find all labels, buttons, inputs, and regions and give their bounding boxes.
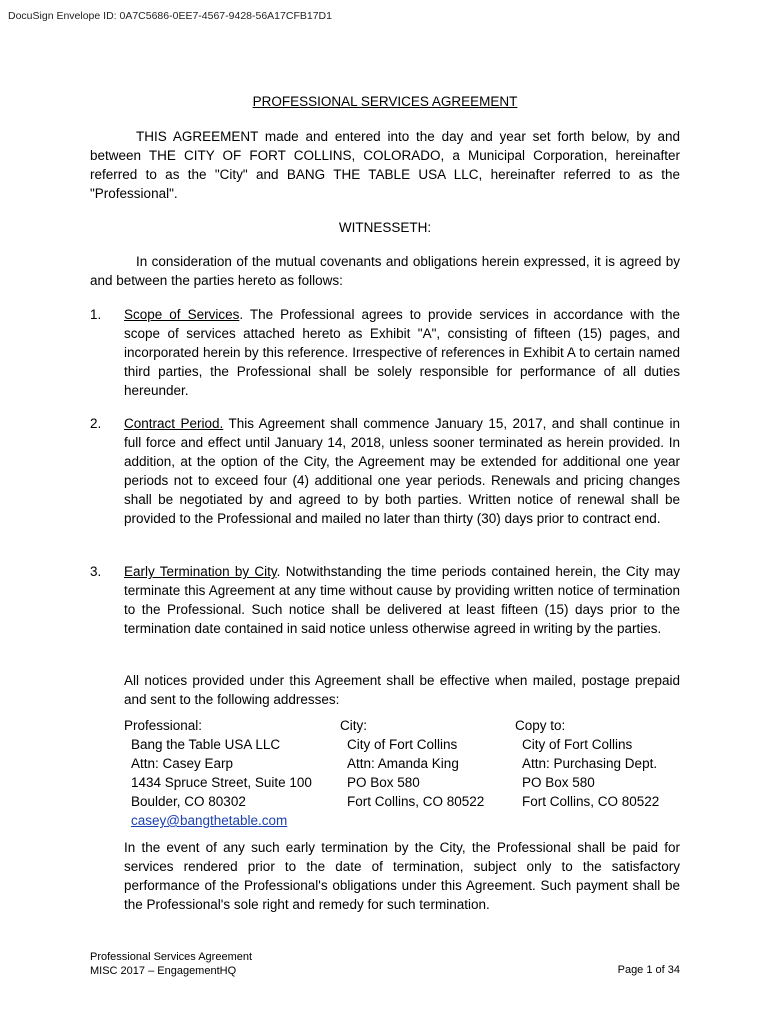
address-professional-heading: Professional:: [124, 718, 203, 733]
address-city-line: City of Fort Collins: [347, 737, 458, 752]
intro-paragraph: [90, 127, 680, 203]
address-copy-line: City of Fort Collins: [522, 737, 633, 752]
section-3-text: . Notwithstanding the time periods contained herein, the City may terminate this Agreement at any time without cause by providing written notice of termination to the Professional. Such notice shall be delivered at least fifteen (15) days prior to the termination date contained in said notice unless otherwise agreed in writing by the parties.: [124, 564, 680, 636]
address-professional-line: Boulder, CO 80302: [131, 794, 246, 809]
address-professional: [124, 716, 312, 830]
footer-line-2: MISC 2017 – EngagementHQ: [90, 965, 237, 977]
section-2-text: This Agreement shall commence January 15, 2017, and shall continue in full force and effect until January 14, 2018, unless sooner terminated as herein provided. In addition, at the option of the City, the Agreement may be extended for additional one year periods not to exceed four (4) additional one year periods. Renewals and pricing changes shall be negotiated by and agreed to by both parties. Written notice of renewal shall be provided to the Professional and mailed no later than thirty (30) days prior to contract end.: [124, 416, 680, 526]
address-city-line: Fort Collins, CO 80522: [347, 794, 485, 809]
intro-text: THIS AGREEMENT made and entered into the day and year set forth below, by and between THE CITY OF FORT COLLINS, COLORADO, a Municipal Corporation, hereinafter referred to as the "City" and BANG THE TABLE USA LLC, hereinafter referred to as the "Professional".: [90, 129, 680, 201]
professional-email-link[interactable]: casey@bangthetable.com: [131, 813, 288, 828]
address-city-line: Attn: Amanda King: [347, 756, 459, 771]
section-1-text: . The Professional agrees to provide services in accordance with the scope of services attached hereto as Exhibit "A", consisting of fifteen (15) pages, and incorporated herein by this reference. Irrespective of references in Exhibit A to certain named third parties, the Professional shall be solely responsible for performance of all duties hereunder.: [124, 307, 680, 398]
page-number: Page 1 of 34: [617, 964, 680, 976]
address-professional-line: 1434 Spruce Street, Suite 100: [131, 775, 312, 790]
address-city-line: PO Box 580: [347, 775, 420, 790]
section-1-number: 1.: [90, 307, 102, 322]
notices-paragraph: All notices provided under this Agreement shall be effective when mailed, postage prepaid and sent to the following addresses:: [124, 673, 680, 707]
address-copy-to: [515, 716, 659, 811]
section-2-heading: Contract Period.: [124, 416, 224, 431]
section-2-number: 2.: [90, 416, 102, 431]
address-city-heading: City:: [340, 718, 367, 733]
section-1-heading: Scope of Services: [124, 307, 240, 322]
address-copy-line: PO Box 580: [522, 775, 595, 790]
document-title: PROFESSIONAL SERVICES AGREEMENT: [252, 94, 518, 109]
witnesseth-heading: WITNESSETH:: [338, 220, 432, 235]
docusign-envelope-id: DocuSign Envelope ID: 0A7C5686-0EE7-4567-9428-56A17CFB17D1: [8, 10, 332, 22]
section-3-heading: Early Termination by City: [124, 564, 277, 579]
address-copy-line: Fort Collins, CO 80522: [522, 794, 660, 809]
footer: [90, 950, 252, 978]
termination-payment-paragraph: In the event of any such early termination by the City, the Professional shall be paid for services rendered prior to the date of termination, subject only to the satisfactory performance of the Professional's obligations under this Agreement. Such payment shall be the Professional's sole right and remedy for such termination.: [124, 840, 680, 912]
section-3-number: 3.: [90, 564, 102, 579]
address-copy-line: Attn: Purchasing Dept.: [522, 756, 658, 771]
address-copy-heading: Copy to:: [515, 718, 566, 733]
section-2-contract-period: [124, 414, 680, 528]
address-professional-line: Attn: Casey Earp: [131, 756, 234, 771]
consideration-paragraph: [90, 252, 680, 290]
section-3-early-termination: [124, 562, 680, 638]
footer-line-1: Professional Services Agreement: [90, 951, 253, 963]
address-city: [340, 716, 484, 811]
section-1-scope-of-services: [124, 305, 680, 400]
address-professional-line: Bang the Table USA LLC: [131, 737, 281, 752]
consideration-text: In consideration of the mutual covenants and obligations herein expressed, it is agreed by and between the parties hereto as follows:: [90, 254, 680, 288]
